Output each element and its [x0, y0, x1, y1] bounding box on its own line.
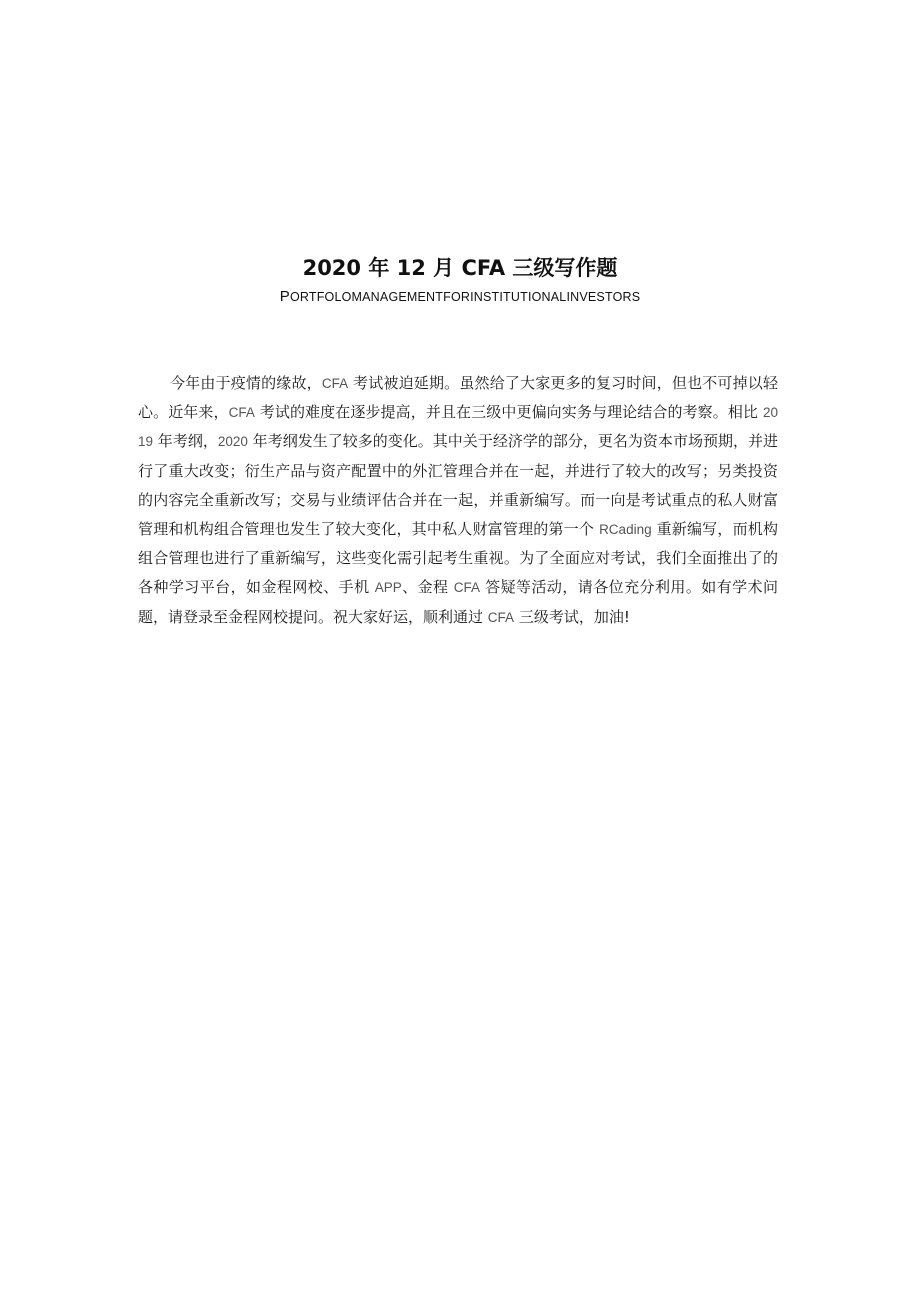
- paragraph-latin-run: RCading: [599, 522, 652, 538]
- paragraph-latin-run: APP: [374, 580, 402, 596]
- paragraph-latin-run: 2019: [138, 405, 778, 450]
- paragraph-latin-run: CFA: [453, 580, 480, 596]
- document-title: 2020 年 12 月 CFA 三级写作题: [302, 256, 618, 280]
- paragraph-latin-run: CFA: [228, 405, 255, 421]
- paragraph-text-run: 今年由于疫情的缘故，: [170, 374, 322, 392]
- subtitle-initial: P: [279, 288, 290, 305]
- paragraph-text-run: 年考纲发生了较多的变化。其中关于经济学的部分，更名为资本市场预期，并进行了重大改变；衍生产品与资产配置中的外汇管理合并在一起，并进行了较大的改写；另类投资的内容完全重新改写；交易与业绩评估合并在一起，并重新编写。而一向是考试重点的私人财富管理和机构组合管理也发生了较大变化，其中私人财富管理的第一个: [138, 432, 778, 539]
- paragraph-latin-run: CFA: [487, 609, 515, 625]
- paragraph-text-run: 重新编写，而机构组合管理也进行了重新编写，这些变化需引起考生重视。为了全面应对考试，我们全面推出了的各种学习平台，如金程网校、手机: [138, 520, 778, 597]
- paragraph-latin-run: 2020: [217, 434, 248, 450]
- body-paragraph: [138, 369, 778, 632]
- paragraph-text-run: 考试的难度在逐步提高，并且在三级中更偏向实务与理论结合的考察。相比: [254, 403, 763, 422]
- subtitle-rest: ORTFOLOMANAGEMENTFORINSTITUTIONALINVESTORS: [289, 290, 641, 304]
- paragraph-text-run: 考试被迫延期。虽然给了大家更多的复习时间，但也不可掉以轻心。近年来，: [138, 374, 778, 422]
- paragraph-text-run: 三级考试，加油!: [514, 607, 630, 626]
- paragraph-latin-run: CFA: [321, 376, 349, 391]
- paragraph-text-run: 答疑等活动，请各位充分利用。如有学术问题，请登录至金程网校提问。祝大家好运，顺利通过: [138, 578, 778, 626]
- document-subtitle: [0, 288, 920, 306]
- paragraph-text-run: 、金程: [401, 578, 454, 597]
- paragraph-text-run: 年考纲，: [153, 432, 218, 451]
